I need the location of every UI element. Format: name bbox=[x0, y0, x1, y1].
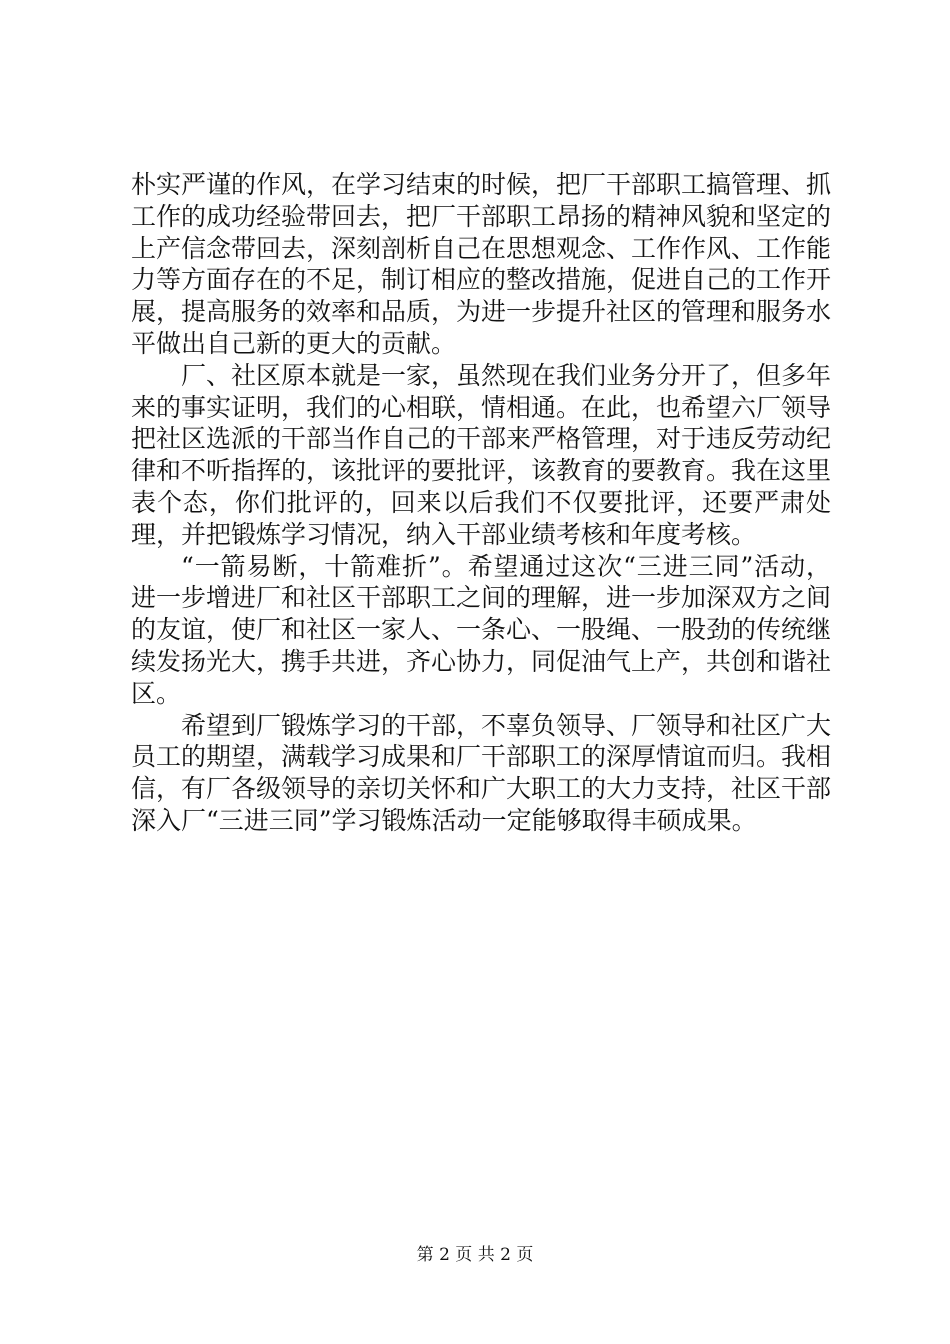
page-number-footer: 第 2 页 共 2 页 bbox=[416, 1245, 534, 1265]
document-body bbox=[131, 169, 831, 837]
paragraph-3: “一箭易断，十箭难折”。希望通过这次“三进三同”活动，进一步增进厂和社区干部职工之间的理解，进一步加深双方之间的友谊，使厂和社区一家人、一条心、一股绳、一股劲的传统继续发扬光大，携手共进，齐心协力，同促油气上产，共创和谐社区。 bbox=[131, 551, 832, 708]
paragraph-4: 希望到厂锻炼学习的干部，不辜负领导、厂领导和社区广大员工的期望，满载学习成果和厂干部职工的深厚情谊而归。我相信，有厂各级领导的亲切关怀和广大职工的大力支持，社区干部深入厂“三进三同”学习锻炼活动一定能够取得丰硕成果。 bbox=[131, 710, 832, 835]
paragraph-1: 朴实严谨的作风，在学习结束的时候，把厂干部职工搞管理、抓工作的成功经验带回去，把厂干部职工昂扬的精神风貌和坚定的上产信念带回去，深刻剖析自己在思想观念、工作作风、工作能力等方面存在的不足，制订相应的整改措施，促进自己的工作开展，提高服务的效率和品质，为进一步提升社区的管理和服务水平做出自己新的更大的贡献。 bbox=[131, 170, 832, 358]
paragraph-2: 厂、社区原本就是一家，虽然现在我们业务分开了，但多年来的事实证明，我们的心相联，情相通。在此，也希望六厂领导把社区选派的干部当作自己的干部来严格管理，对于违反劳动纪律和不听指挥的，该批评的要批评，该教育的要教育。我在这里表个态，你们批评的，回来以后我们不仅要批评，还要严肃处理，并把锻炼学习情况，纳入干部业绩考核和年度考核。 bbox=[131, 360, 832, 549]
